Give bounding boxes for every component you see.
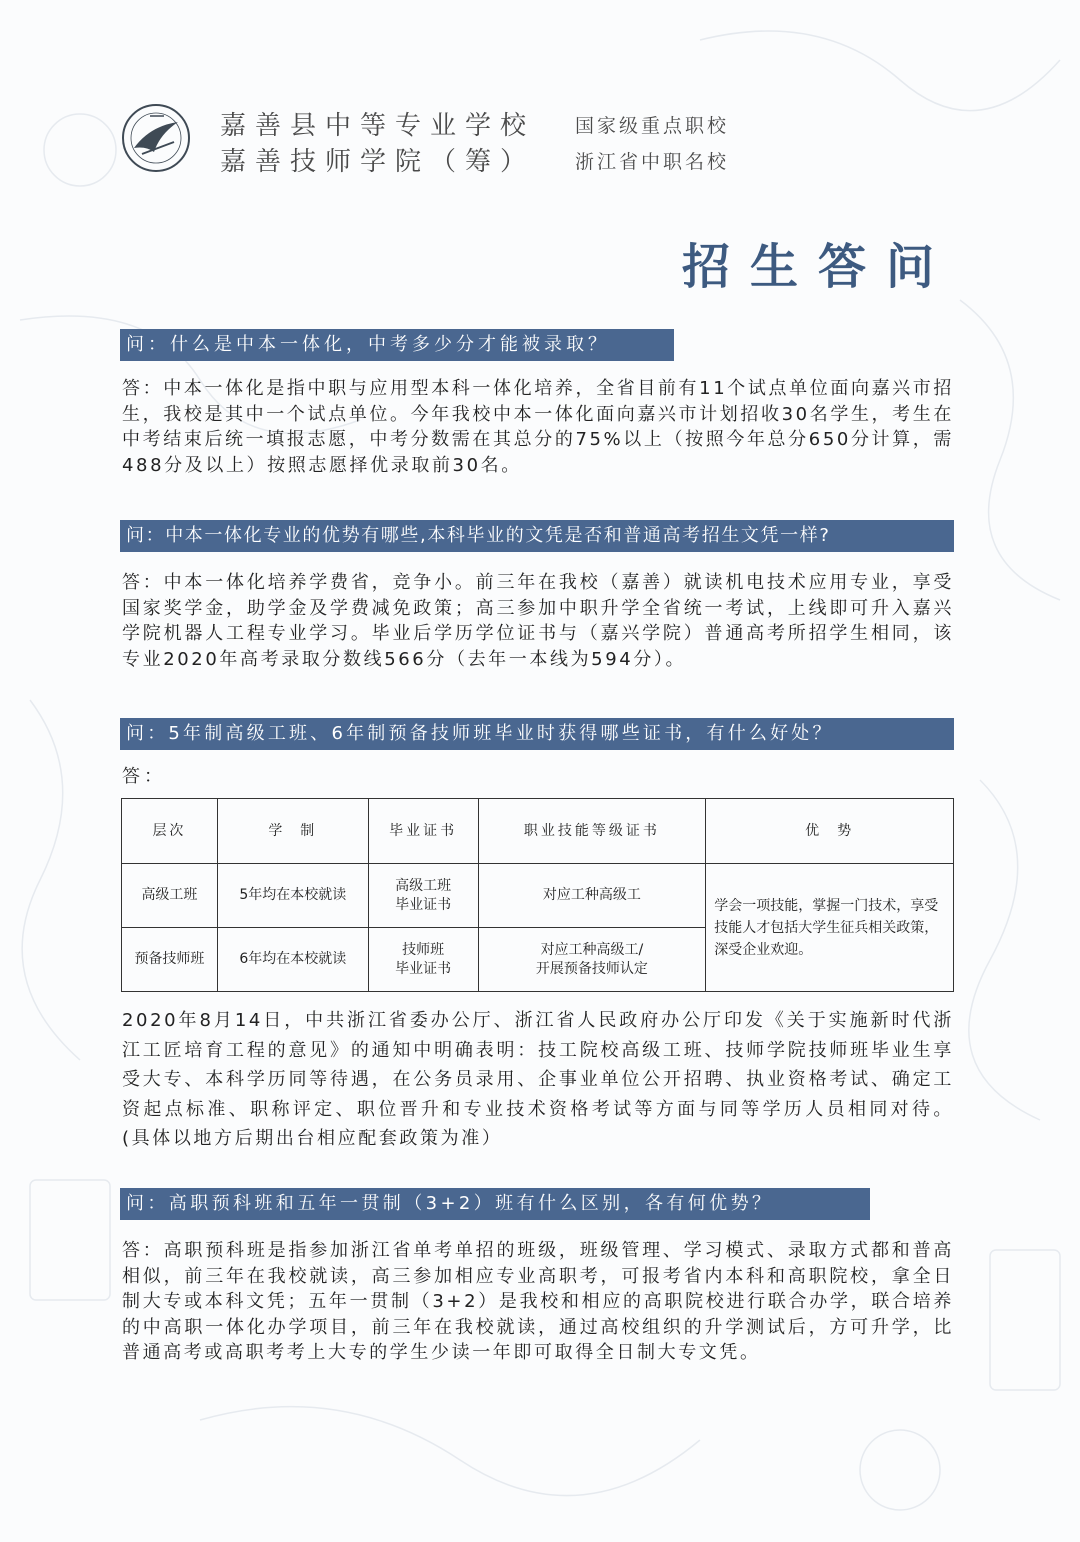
row-1-cert-line-1: 高级工班 — [395, 877, 452, 894]
table-row — [122, 864, 954, 928]
question-1-bar: 问：什么是中本一体化，中考多少分才能被录取？ — [120, 329, 674, 361]
certificate-table — [121, 798, 954, 992]
school-logo-icon — [120, 102, 192, 174]
row-2-cert-line-2: 毕业证书 — [395, 960, 452, 977]
school-title-1: 国家级重点职校 — [575, 115, 730, 137]
row-2-duration: 6年均在本校就读 — [217, 928, 368, 992]
advantage-cell: 学会一项技能，掌握一门技术，享受技能人才包括大学生征兵相关政策，深受企业欢迎。 — [706, 864, 954, 992]
row-2-level: 预备技师班 — [122, 928, 218, 992]
header-level: 层次 — [122, 799, 218, 864]
table-header-row — [122, 799, 954, 864]
row-2-cert — [368, 928, 478, 992]
school-name-1: 嘉善县中等专业学校 — [220, 111, 536, 141]
answer-2: 答：中本一体化培养学费省，竞争小。前三年在我校（嘉善）就读机电技术应用专业，享受国家奖学金，助学金及学费减免政策；高三参加中职升学全省统一考试，上线即可升入嘉兴学院机器人工程专业学习。毕业后学历学位证书与（嘉兴学院）普通高考所招学生相同，该专业2020年高考录取分数线566分（去年一本线为594分）。 — [122, 572, 954, 670]
row-2-skill-line-1: 对应工种高级工/ — [540, 941, 644, 958]
school-names — [220, 108, 535, 180]
row-1-skill: 对应工种高级工 — [478, 864, 706, 928]
answer-3-text: 2020年8月14日，中共浙江省委办公厅、浙江省人民政府办公厅印发《关于实施新时代浙江工匠培育工程的意见》的通知中明确表明：技工院校高级工班、技师学院技师班毕业生享受大专、本科学历同等待遇，在公务员录用、企事业单位公开招聘、执业资格考试、确定工资起点标准、职称评定、职位晋升和专业技术资格考试等方面与同等学历人员相同对待。(具体以地方后期出台相应配套政策为准） — [122, 1010, 954, 1149]
question-2-bar: 问：中本一体化专业的优势有哪些,本科毕业的文凭是否和普通高考招生文凭一样? — [120, 520, 954, 552]
school-title-2: 浙江省中职名校 — [575, 151, 730, 173]
row-1-cert-line-2: 毕业证书 — [395, 896, 452, 913]
answer-3-label: 答： — [122, 766, 166, 787]
row-1-cert — [368, 864, 478, 928]
question-3-bar: 问：5年制高级工班、6年制预备技师班毕业时获得哪些证书，有什么好处？ — [120, 718, 954, 750]
page-title: 招生答问 — [681, 239, 954, 295]
header-skill-cert: 职业技能等级证书 — [478, 799, 706, 864]
row-1-duration: 5年均在本校就读 — [217, 864, 368, 928]
answer-1: 答：中本一体化是指中职与应用型本科一体化培养，全省目前有11个试点单位面向嘉兴市招生，我校是其中一个试点单位。今年我校中本一体化面向嘉兴市计划招收30名学生，考生在中考结束后统一填报志愿，中考分数需在其总分的75%以上（按照今年总分650分计算，需488分及以上）按照志愿择优录取前30名。 — [122, 378, 954, 476]
header-advantage: 优 势 — [706, 799, 954, 864]
row-1-level: 高级工班 — [122, 864, 218, 928]
question-4-bar: 问：高职预科班和五年一贯制（3+2）班有什么区别，各有何优势？ — [120, 1188, 870, 1220]
school-titles — [575, 108, 729, 180]
school-name-2: 嘉善技师学院（筹） — [220, 147, 536, 177]
row-2-skill — [478, 928, 706, 992]
header-graduation-cert: 毕业证书 — [368, 799, 478, 864]
row-2-cert-line-1: 技师班 — [402, 941, 445, 958]
answer-4: 答：高职预科班是指参加浙江省单考单招的班级，班级管理、学习模式、录取方式都和普高相似，前三年在我校就读，高三参加相应专业高职考，可报考省内本科和高职院校，拿全日制大专或本科文凭；五年一贯制（3+2）是我校和相应的高职院校进行联合办学，联合培养的中高职一体化办学项目，前三年在我校就读，通过高校组织的升学测试后，方可升学，比普通高考或高职考考上大专的学生少读一年即可取得全日制大专文凭。 — [122, 1240, 954, 1363]
row-2-skill-line-2: 开展预备技师认定 — [535, 960, 648, 977]
header-duration: 学 制 — [217, 799, 368, 864]
